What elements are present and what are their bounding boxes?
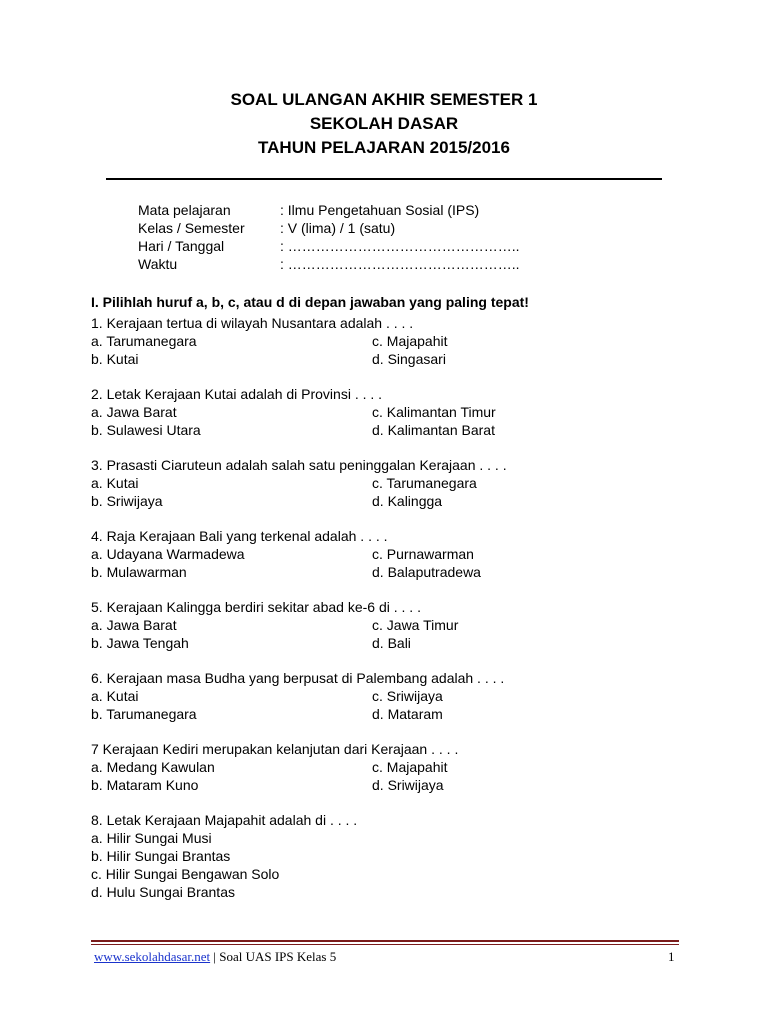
question-text: 6. Kerajaan masa Budha yang berpusat di Palembang adalah . . . . — [91, 670, 505, 686]
option-row — [91, 350, 691, 368]
option-b: b. Mataram Kuno — [91, 777, 199, 793]
info-row-class — [138, 219, 538, 237]
question-1 — [91, 314, 691, 368]
info-value: : ………………………………………….. — [280, 256, 520, 272]
option-b: b. Sulawesi Utara — [91, 422, 201, 438]
option-row — [91, 492, 691, 510]
option-d: d. Kalimantan Barat — [372, 422, 495, 438]
info-row-date — [138, 237, 538, 255]
option-c: c. Purnawarman — [372, 546, 474, 562]
question-text: 8. Letak Kerajaan Majapahit adalah di . . . . — [91, 812, 358, 828]
title-line-3: TAHUN PELAJARAN 2015/2016 — [258, 138, 510, 157]
info-label: Hari / Tanggal — [138, 238, 225, 254]
option-d: d. Sriwijaya — [372, 777, 444, 793]
option-a: a. Kutai — [91, 475, 139, 491]
option-b: b. Hilir Sungai Brantas — [91, 848, 231, 864]
option-row — [91, 421, 691, 439]
option-row — [91, 705, 691, 723]
option-a: a. Medang Kawulan — [91, 759, 215, 775]
option-row — [91, 776, 691, 794]
question-text: 3. Prasasti Ciaruteun adalah salah satu peninggalan Kerajaan . . . . — [91, 457, 507, 473]
option-d: d. Singasari — [372, 351, 446, 367]
info-label: Waktu — [138, 256, 178, 272]
option-c: c. Sriwijaya — [372, 688, 443, 704]
option-a: a. Jawa Barat — [91, 404, 177, 420]
question-text: 5. Kerajaan Kalingga berdiri sekitar abad ke-6 di . . . . — [91, 599, 421, 615]
option-row — [91, 687, 691, 705]
question-3 — [91, 456, 691, 510]
option-d: d. Balaputradewa — [372, 564, 481, 580]
option-row — [91, 563, 691, 581]
info-value: : V (lima) / 1 (satu) — [280, 220, 396, 236]
option-d: d. Hulu Sungai Brantas — [91, 884, 235, 900]
option-d: d. Mataram — [372, 706, 443, 722]
question-text: 7 Kerajaan Kediri merupakan kelanjutan dari Kerajaan . . . . — [91, 741, 459, 757]
question-5 — [91, 598, 691, 652]
option-row — [91, 474, 691, 492]
question-4 — [91, 527, 691, 581]
option-d: d. Kalingga — [372, 493, 443, 509]
option-a: a. Udayana Warmadewa — [91, 546, 245, 562]
info-block — [138, 201, 538, 273]
option-a: a. Hilir Sungai Musi — [91, 830, 212, 846]
option-row — [91, 403, 691, 421]
question-text: 2. Letak Kerajaan Kutai adalah di Provinsi . . . . — [91, 386, 383, 402]
question-7 — [91, 740, 691, 794]
website-link[interactable]: www.sekolahdasar.net — [94, 949, 211, 964]
title-line-2: SEKOLAH DASAR — [309, 114, 459, 133]
footer — [94, 949, 336, 965]
option-a: a. Jawa Barat — [91, 617, 177, 633]
page-number: 1 — [668, 949, 675, 964]
header-divider — [106, 178, 662, 180]
option-a: a. Tarumanegara — [91, 333, 197, 349]
question-8 — [91, 811, 691, 901]
option-b: b. Jawa Tengah — [91, 635, 189, 651]
info-label: Kelas / Semester — [138, 220, 245, 236]
title-line-1: SOAL ULANGAN AKHIR SEMESTER 1 — [230, 90, 538, 109]
option-b: b. Tarumanegara — [91, 706, 197, 722]
option-row — [91, 545, 691, 563]
option-c: c. Jawa Timur — [372, 617, 459, 633]
option-d: d. Bali — [372, 635, 411, 651]
option-row — [91, 634, 691, 652]
option-row — [91, 616, 691, 634]
info-row-subject — [138, 201, 538, 219]
option-c: c. Kalimantan Timur — [372, 404, 496, 420]
option-c: c. Hilir Sungai Bengawan Solo — [91, 866, 280, 882]
option-c: c. Tarumanegara — [372, 475, 477, 491]
info-value: : Ilmu Pengetahuan Sosial (IPS) — [280, 202, 480, 218]
option-c: c. Majapahit — [372, 759, 448, 775]
option-row — [91, 758, 691, 776]
option-b: b. Kutai — [91, 351, 139, 367]
option-c: c. Majapahit — [372, 333, 448, 349]
option-a: a. Kutai — [91, 688, 139, 704]
footer-divider — [91, 940, 679, 942]
question-6 — [91, 669, 691, 723]
question-2 — [91, 385, 691, 439]
option-row — [91, 332, 691, 350]
info-value: : ………………………………………….. — [280, 238, 520, 254]
info-row-time — [138, 255, 538, 273]
footer-divider-thin — [91, 944, 679, 945]
info-label: Mata pelajaran — [138, 202, 231, 218]
option-b: b. Sriwijaya — [91, 493, 163, 509]
question-text: 1. Kerajaan tertua di wilayah Nusantara adalah . . . . — [91, 315, 414, 331]
footer-text: | Soal UAS IPS Kelas 5 — [210, 949, 337, 964]
option-b: b. Mulawarman — [91, 564, 187, 580]
question-text: 4. Raja Kerajaan Bali yang terkenal adalah . . . . — [91, 528, 388, 544]
instruction-text: I. Pilihlah huruf a, b, c, atau d di depan jawaban yang paling tepat! — [91, 294, 529, 310]
